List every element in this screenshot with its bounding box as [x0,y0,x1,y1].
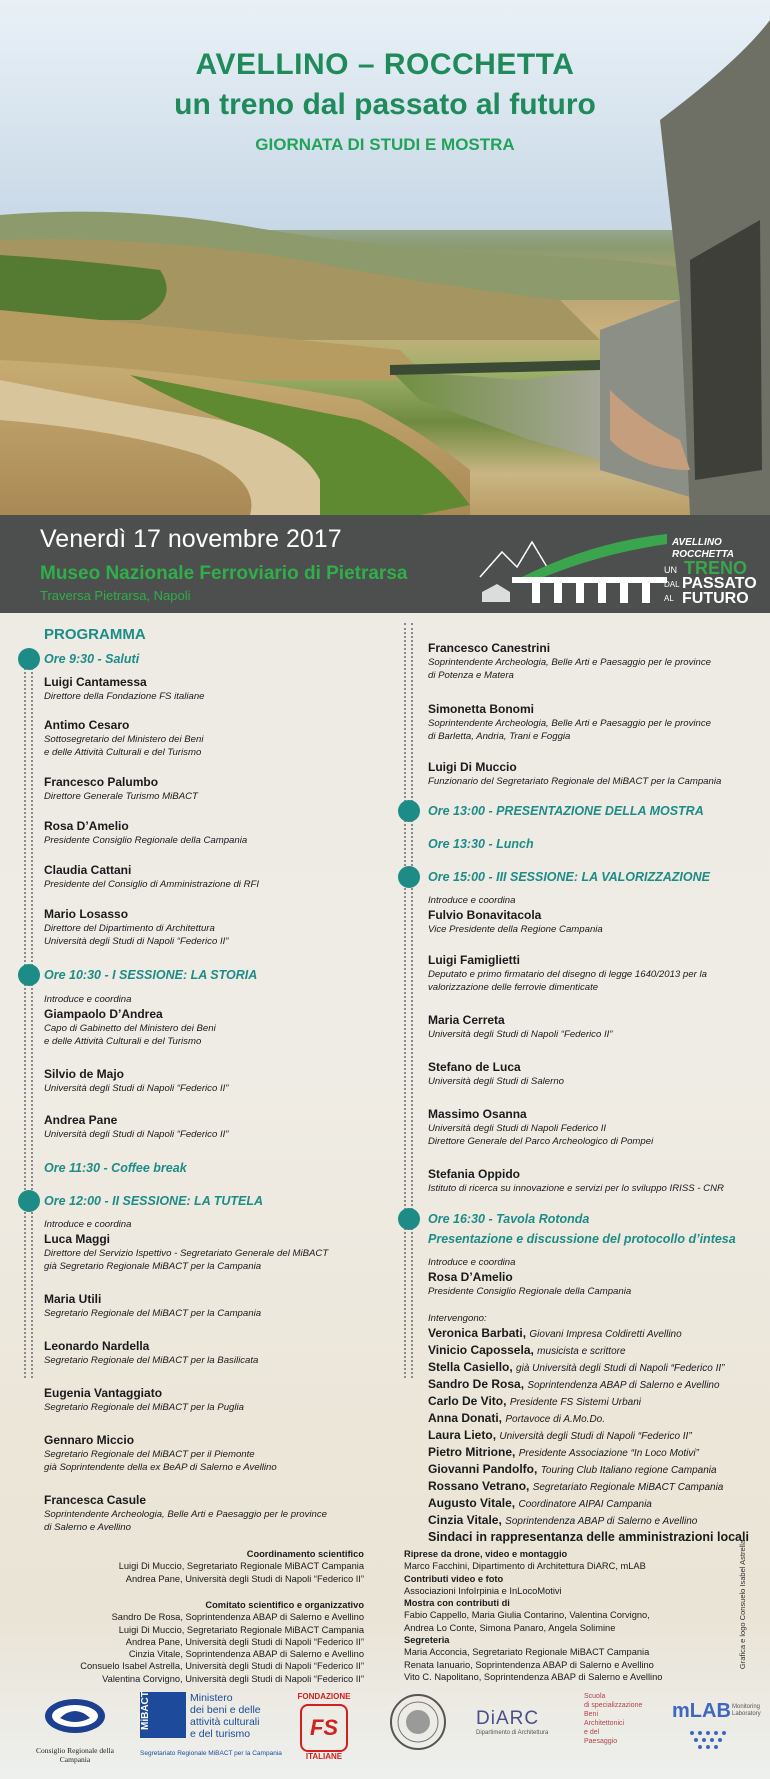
logo-avellino: AVELLINO [672,537,722,548]
panelist: Veronica Barbati, Giovani Impresa Coldiretti Avellino [428,1326,682,1340]
speaker-role: Capo di Gabinetto del Ministero dei Beni [44,1023,216,1034]
credits-title: Comitato scientifico e organizzativo [205,1600,364,1610]
panelist-name: Sandro De Rosa [428,1377,521,1391]
panelist-name: Sindaci in rappresentanza delle amministrazioni locali [428,1530,749,1544]
graphic-credit [738,1520,760,1690]
credits-line: Consuelo Isabel Astrella, Università degli Studi di Napoli “Federico II” [80,1661,364,1672]
session-heading: Ore 11:30 - Coffee break [44,1161,187,1175]
speaker-role: Sottosegretario del Ministero dei Beni [44,734,204,745]
logo-passato: PASSATO [682,575,757,592]
panelist: Vinicio Capossela, musicista e scrittore [428,1343,626,1357]
speaker-role: Presidente Consiglio Regionale della Campania [44,835,248,846]
credits-line: Associazioni InfoIrpinia e InLocoMotivi [404,1585,562,1596]
speaker-name: Giampaolo D’Andrea [44,1007,163,1021]
panelist: Sandro De Rosa, Soprintendenza ABAP di Salerno e Avellino [428,1377,720,1391]
credits-title: Riprese da drone, video e montaggio [404,1549,568,1559]
panelist-role: Università degli Studi di Napoli “Federico II” [499,1431,692,1442]
panelist: Anna Donati, Portavoce di A.Mo.Do. [428,1411,606,1425]
panelist-role: Giovani Impresa Coldiretti Avellino [529,1329,682,1340]
panelist-name: Carlo De Vito [428,1394,504,1408]
campania-label: Consiglio Regionale della Campania [36,1746,114,1764]
credits-title: Segreteria [404,1635,450,1646]
programma-title: PROGRAMMA [44,626,146,643]
session-heading: Ore 13:00 - PRESENTAZIONE DELLA MOSTRA [428,804,704,818]
mlab-label: mLAB [672,1700,731,1722]
panelist-name: Augusto Vitale [428,1496,512,1510]
credits-line: Luigi Di Muccio, Segretariato Regionale MiBACT Campania [118,1624,364,1635]
campania-emblem-icon [20,1694,130,1738]
speaker-role: Soprintendente Archeologia, Belle Arti e Paesaggio per le province [428,657,712,668]
graphic-credit-text: Grafica e logo Consuelo Isabel Astrella [738,1539,748,1670]
panelist: Stella Casiello, già Università degli Studi di Napoli “Federico II” [428,1360,725,1374]
speaker-role: Direttore della Fondazione FS italiane [44,691,205,702]
mibact-line: attività culturali [190,1716,260,1728]
speaker-role: Direttore Generale del Parco Archeologico di Pompei [428,1136,654,1147]
credits-line: Marco Facchini, Dipartimento di Architettura DiARC, mLAB [404,1561,646,1572]
speaker-name: Francesco Palumbo [44,775,159,789]
speaker-role: Soprintendente Archeologia, Belle Arti e Paesaggio per le province [428,718,712,729]
panelist-name: Stella Casiello [428,1360,510,1374]
panelist: Giovanni Pandolfo, Touring Club Italiano regione Campania [428,1462,717,1476]
credits-line: Sandro De Rosa, Soprintendenza ABAP di Salerno e Avellino [111,1612,364,1623]
speaker-name: Claudia Cattani [44,863,132,877]
intervengono-label: Intervengono: [428,1313,487,1324]
mlab-sub-line: Monitoring [732,1704,761,1710]
mlab-dots-icon [672,1728,764,1754]
mlab-sub-line: Laboratory [732,1711,761,1717]
panelist: Cinzia Vitale, Soprintendenza ABAP di Salerno e Avellino [428,1513,698,1527]
speaker-role: Università degli Studi di Napoli “Federico II” [44,1083,229,1094]
panelist-name: Vinicio Capossela [428,1343,531,1357]
intro-label: Introduce e coordina [44,1219,132,1230]
mibact-logo [140,1692,280,1776]
timeline-dot [398,800,420,822]
logo-un: UN [664,565,677,575]
speaker-role: Deputato e primo firmatario del disegno di legge 1640/2013 per la [428,969,707,980]
speaker-role: Segretario Regionale del MiBACT per il Piemonte [44,1449,255,1460]
event-info-band [0,515,770,613]
event-venue: Museo Nazionale Ferroviario di Pietrarsa [40,563,408,584]
speaker-name: Gennaro Miccio [44,1433,135,1447]
speaker-name: Fulvio Bonavitacola [428,908,542,922]
speaker-role: Funzionario del Segretariato Regionale del MiBACT per la Campania [428,776,722,787]
credits-title: Mostra con contributi di [404,1598,510,1609]
panelist-role: Presidente FS Sistemi Urbani [509,1397,641,1408]
panelist-role: Soprintendenza ABAP di Salerno e Avellino [527,1380,720,1391]
credits-title: Coordinamento scientifico [246,1549,364,1559]
speaker-role: Università degli Studi di Napoli Federico II [428,1123,607,1134]
timeline-dot [18,648,40,670]
speaker-name: Mario Losasso [44,907,129,921]
logo-treno: TRENO [684,558,747,578]
mibact-sub: Segretariato Regionale MiBACT per la Campania [140,1750,282,1757]
speaker-role: già Soprintendente della ex BeAP di Salerno e Avellino [44,1462,277,1473]
panelist-name: Veronica Barbati [428,1326,523,1340]
credits-right [404,1548,662,1683]
fs-bottom: ITALIANE [305,1752,343,1761]
session-heading: Ore 12:00 - II SESSIONE: LA TUTELA [44,1194,264,1208]
panelist-role: Presidente Associazione “In Loco Motivi” [518,1448,699,1459]
panelist-name: Giovanni Pandolfo [428,1462,535,1476]
timeline-dot [18,964,40,986]
mibact-line: e del turismo [190,1728,251,1740]
speaker-role: di Barletta, Andria, Trani e Foggia [428,731,571,742]
speaker-role: Vice Presidente della Regione Campania [428,924,603,935]
mibact-text [190,1692,261,1740]
credits-line: Andrea Pane, Università degli Studi di Napoli “Federico II” [125,1636,364,1647]
credits-comitato [80,1599,364,1685]
speaker-name: Stefania Oppido [428,1167,521,1181]
mibact-badge [140,1692,186,1738]
event-address: Traversa Pietrarsa, Napoli [40,588,191,603]
speaker-role: Soprintendente Archeologia, Belle Arti e Paesaggio per le province [44,1509,328,1520]
speaker-role: Direttore del Servizio Ispettivo - Segretariato Generale del MiBACT [44,1248,329,1259]
credits-line: Valentina Corvigno, Università degli Studi di Napoli “Federico II” [102,1673,364,1684]
speaker-name: Andrea Pane [44,1113,118,1127]
credits-line: Fabio Cappello, Maria Giulia Contarino, Valentina Corvigno, [404,1610,650,1621]
scuola-line: di specializzazione [584,1702,643,1709]
speaker-role: di Salerno e Avellino [44,1522,131,1533]
speaker-name: Luigi Cantamessa [44,675,147,689]
panelist-role: Portavoce di A.Mo.Do. [505,1414,606,1425]
speaker-role: Presidente del Consiglio di Amministrazione di RFI [44,879,260,890]
logo-rocchetta: ROCCHETTA [672,549,735,560]
logo-al: AL [664,594,674,603]
panelist-name: Rossano Vetrano [428,1479,527,1493]
logo-dal: DAL [664,580,680,589]
speaker-name: Antimo Cesaro [44,718,130,732]
session-heading: Ore 9:30 - Saluti [44,652,140,666]
hero-photo [0,0,770,515]
credits-coordinamento [119,1548,364,1585]
panelist-name: Anna Donati [428,1411,499,1425]
speaker-name: Rosa D’Amelio [428,1270,513,1284]
speaker-role: Direttore Generale Turismo MiBACT [44,791,198,802]
credits-line: Maria Acconcia, Segretariato Regionale MiBACT Campania [404,1647,650,1658]
credits-title: Contributi video e foto [404,1573,504,1584]
title-line-2: un treno dal passato al futuro [174,88,596,121]
speaker-name: Rosa D’Amelio [44,819,129,833]
speaker-name: Stefano de Luca [428,1060,521,1074]
speaker-role: Istituto di ricerca su innovazione e servizi per lo sviluppo IRISS - CNR [428,1183,724,1194]
speaker-name: Luigi Famiglietti [428,953,520,967]
speaker-name: Eugenia Vantaggiato [44,1386,163,1400]
speaker-name: Luigi Di Muccio [428,760,517,774]
event-date: Venerdì 17 novembre 2017 [40,525,342,553]
logo-futuro: FUTURO [682,590,749,607]
scuola-line: e del [584,1729,600,1736]
speaker-role: Segretario Regionale del MiBACT per la Puglia [44,1402,244,1413]
event-logo [472,522,762,608]
panelist: Augusto Vitale, Coordinatore AIPAI Campania [428,1496,652,1510]
speaker-name: Massimo Osanna [428,1107,527,1121]
campania-logo [20,1694,130,1774]
speaker-role: Università degli Studi di Salerno [428,1076,564,1087]
timeline-dot [398,1208,420,1230]
intro-label: Introduce e coordina [44,994,132,1005]
speaker-role: e delle Attività Culturali e del Turismo [44,1036,202,1047]
speaker-name: Leonardo Nardella [44,1339,150,1353]
speaker-name: Maria Utili [44,1292,102,1306]
speaker-role: Direttore del Dipartimento di Architettura [44,923,215,934]
diarc-sub: Dipartimento di Architettura [476,1730,549,1736]
university-seal [388,1692,448,1752]
mibact-badge-label: MiBACT [140,1691,151,1730]
scuola-line: Paesaggio [584,1738,618,1745]
panelist-role: Coordinatore AIPAI Campania [518,1499,652,1510]
mibact-line: dei beni e delle [190,1704,261,1716]
speaker-role: di Potenza e Matera [428,670,514,681]
mlab-sub [732,1704,761,1718]
credits-line: Luigi Di Muccio, Segretariato Regionale MiBACT Campania [118,1561,364,1572]
title-line-1: AVELLINO – ROCCHETTA [195,48,575,81]
panelist: Laura Lieto, Università degli Studi di Napoli “Federico II” [428,1428,692,1442]
speaker-role: Università degli Studi di Napoli “Federico II” [428,1029,613,1040]
speaker-name: Francesca Casule [44,1493,147,1507]
university-seal-icon [388,1692,448,1752]
scuola-line: Beni [584,1711,599,1718]
panelist-name: Pietro Mitrione [428,1445,513,1459]
panelist [428,1530,749,1544]
mibact-line: Ministero [190,1692,233,1704]
speaker-name: Silvio de Majo [44,1067,125,1081]
panelist: Pietro Mitrione, Presidente Associazione “In Loco Motivi” [428,1445,699,1459]
panelist-name: Laura Lieto [428,1428,493,1442]
panelist-name: Cinzia Vitale [428,1513,499,1527]
credits-line: Renata Ianuario, Soprintendenza ABAP di Salerno e Avellino [404,1659,654,1670]
speaker-role: Segretario Regionale del MiBACT per la Campania [44,1308,262,1319]
credits-line: Cinzia Vitale, Soprintendenza ABAP di Salerno e Avellino [128,1649,364,1660]
speaker-role: e delle Attività Culturali e del Turismo [44,747,202,758]
timeline-dot [398,866,420,888]
panelist-role: Soprintendenza ABAP di Salerno e Avellino [505,1516,698,1527]
mlab-logo [672,1700,764,1760]
speaker-name: Simonetta Bonomi [428,702,535,716]
speaker-role: valorizzazione delle ferrovie dimenticate [428,982,599,993]
timeline-dot [18,1190,40,1212]
scuola-logo [584,1692,662,1776]
intro-label: Introduce e coordina [428,895,516,906]
subtitle: GIORNATA DI STUDI E MOSTRA [255,135,515,154]
fs-top: FONDAZIONE [297,1692,351,1701]
timeline-rail-right [404,623,413,1378]
timeline-rail-left [24,653,33,1378]
panelist-role: già Università degli Studi di Napoli “Federico II” [516,1363,725,1374]
credits-line: Vito C. Napolitano, Soprintendenza ABAP di Salerno e Avellino [404,1671,663,1682]
speaker-role: già Segretario Regionale MiBACT per la Campania [44,1261,262,1272]
session-heading: Ore 13:30 - Lunch [428,837,534,851]
diarc-logo [476,1708,566,1758]
panelist-role: musicista e scrittore [537,1346,626,1357]
speaker-role: Segretario Regionale del MiBACT per la Basilicata [44,1355,259,1366]
intro-label: Introduce e coordina [428,1257,516,1268]
session-heading: Ore 10:30 - I SESSIONE: LA STORIA [44,968,258,982]
program-section [0,613,770,1779]
panelist-role: Touring Club Italiano regione Campania [540,1465,717,1476]
session-subheading: Presentazione e discussione del protocollo d’intesa [428,1232,736,1246]
speaker-role: Università degli Studi di Napoli “Federico II” [44,1129,229,1140]
speaker-role: Università degli Studi di Napoli “Federico II” [44,936,229,947]
speaker-name: Maria Cerreta [428,1013,505,1027]
viaduct-logo-icon [472,522,672,608]
panelist: Carlo De Vito, Presidente FS Sistemi Urbani [428,1394,641,1408]
scuola-line: Architettonici [584,1720,625,1727]
partner-logos [0,1690,770,1779]
session-heading: Ore 16:30 - Tavola Rotonda [428,1212,590,1226]
diarc-label: DiARC [476,1708,540,1729]
panelist: Rossano Vetrano, Segretariato Regionale MiBACT Campania [428,1479,724,1493]
fs-mark: FS [300,1704,348,1752]
credits-line: Andrea Pane, Università degli Studi di Napoli “Federico II” [125,1573,364,1584]
fs-logo [292,1692,356,1776]
speaker-name: Francesco Canestrini [428,641,551,655]
scuola-line: Scuola [584,1693,606,1700]
speaker-role: Presidente Consiglio Regionale della Campania [428,1286,632,1297]
speaker-name: Luca Maggi [44,1232,111,1246]
credits-line: Andrea Lo Conte, Simona Panaro, Angela Solimine [404,1622,616,1633]
session-heading: Ore 15:00 - III SESSIONE: LA VALORIZZAZIONE [428,870,710,884]
panelist-role: Segretariato Regionale MiBACT Campania [532,1482,724,1493]
